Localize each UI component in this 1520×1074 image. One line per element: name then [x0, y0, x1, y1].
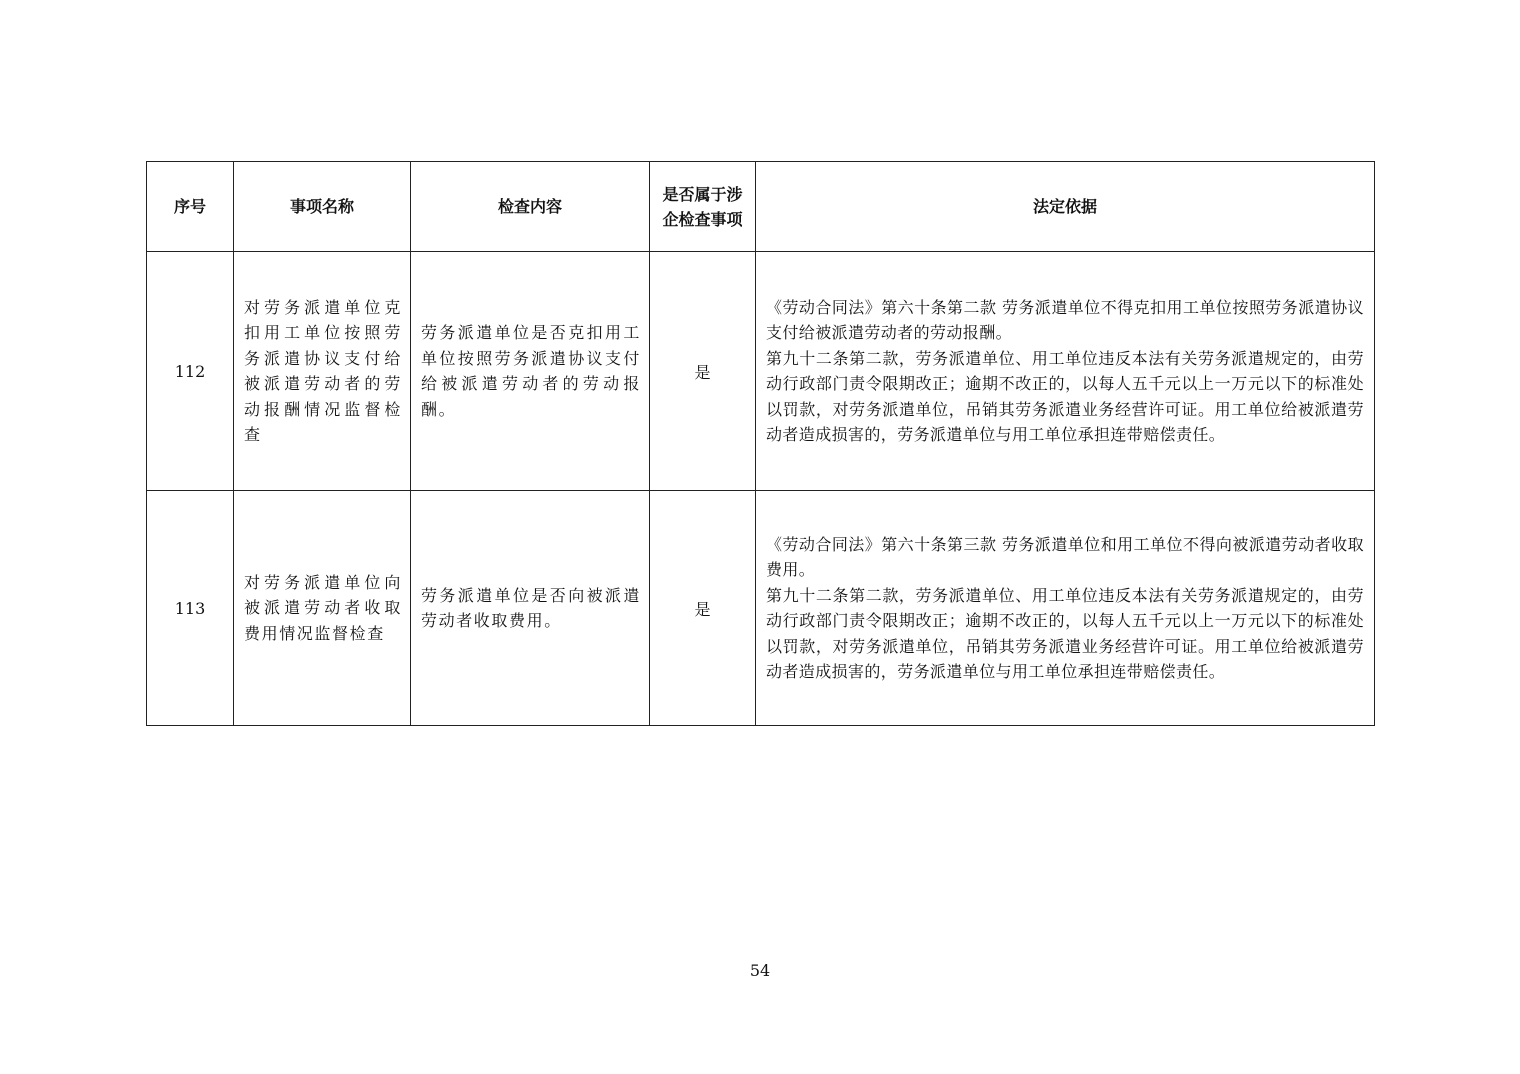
- row-seq: 112: [147, 252, 234, 491]
- row-enterprise-related: 是: [650, 491, 756, 726]
- table-row: [147, 491, 1375, 726]
- header-legal-basis: 法定依据: [756, 162, 1375, 252]
- inspection-items-table: [146, 161, 1375, 726]
- row-seq: 113: [147, 491, 234, 726]
- table-header-row: [147, 162, 1375, 252]
- row-legal-basis: [756, 491, 1375, 726]
- row-check-content: 劳务派遣单位是否克扣用工单位按照劳务派遣协议支付给被派遣劳动者的劳动报酬。: [411, 252, 650, 491]
- legal-basis-article-92: 第九十二条第二款，劳务派遣单位、用工单位违反本法有关劳务派遣规定的，由劳动行政部门责令限期改正；逾期不改正的，以每人五千元以上一万元以下的标准处以罚款，对劳务派遣单位，吊销其劳务派遣业务经营许可证。用工单位给被派遣劳动者造成损害的，劳务派遣单位与用工单位承担连带赔偿责任。: [766, 585, 1364, 681]
- header-seq: 序号: [147, 162, 234, 252]
- header-item-name: 事项名称: [234, 162, 411, 252]
- legal-basis-article-92: 第九十二条第二款，劳务派遣单位、用工单位违反本法有关劳务派遣规定的，由劳动行政部门责令限期改正；逾期不改正的，以每人五千元以上一万元以下的标准处以罚款，对劳务派遣单位，吊销其劳务派遣业务经营许可证。用工单位给被派遣劳动者造成损害的，劳务派遣单位与用工单位承担连带赔偿责任。: [766, 348, 1364, 444]
- row-check-content: 劳务派遣单位是否向被派遣劳动者收取费用。: [411, 491, 650, 726]
- row-item-name: 对劳务派遣单位向被派遣劳动者收取费用情况监督检查: [234, 491, 411, 726]
- legal-basis-article-60: 《劳动合同法》第六十条第二款 劳务派遣单位不得克扣用工单位按照劳务派遣协议支付给被派遣劳动者的劳动报酬。: [766, 297, 1364, 342]
- page-number: 54: [749, 961, 771, 980]
- header-enterprise-related-label: 是否属于涉企检查事项: [662, 184, 743, 229]
- table-row: [147, 252, 1375, 491]
- header-check-content: 检查内容: [411, 162, 650, 252]
- row-legal-basis: [756, 252, 1375, 491]
- row-item-name: 对劳务派遣单位克扣用工单位按照劳务派遣协议支付给被派遣劳动者的劳动报酬情况监督检查: [234, 252, 411, 491]
- row-enterprise-related: 是: [650, 252, 756, 491]
- header-enterprise-related: [650, 162, 756, 252]
- legal-basis-article-60: 《劳动合同法》第六十条第三款 劳务派遣单位和用工单位不得向被派遣劳动者收取费用。: [766, 534, 1364, 579]
